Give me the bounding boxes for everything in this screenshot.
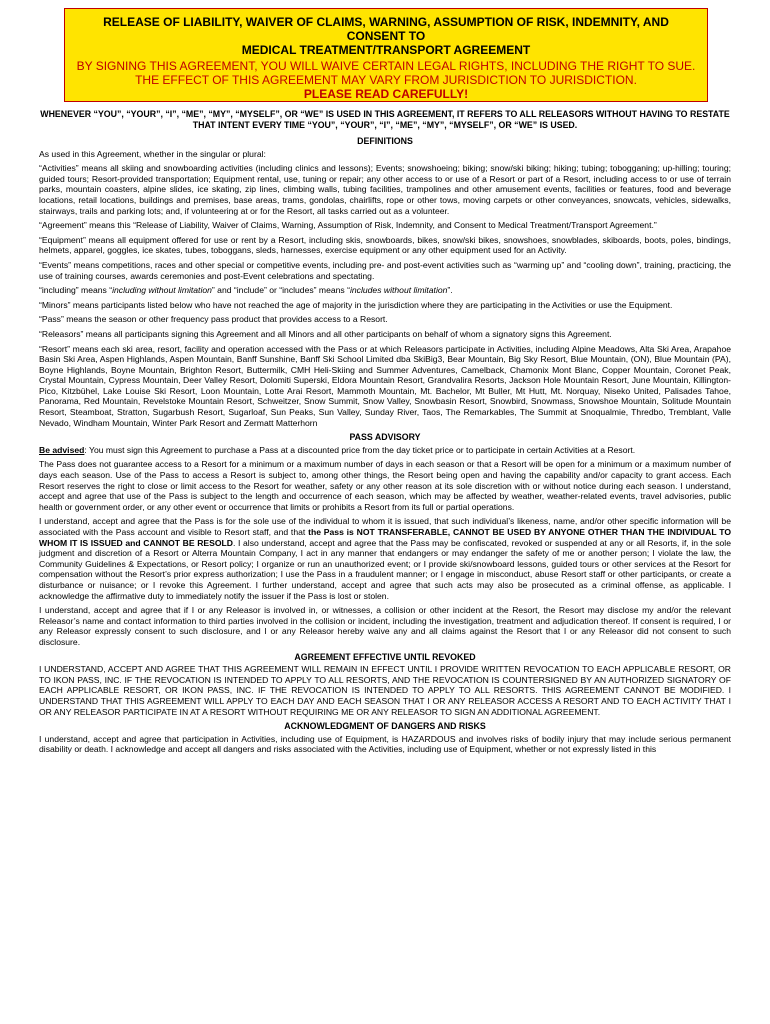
title-banner (64, 8, 708, 102)
agreement-title-line1: RELEASE OF LIABILITY, WAIVER OF CLAIMS, WARNING, ASSUMPTION OF RISK, INDEMNITY, AND CONSENT TO (103, 15, 669, 43)
intro-statement: WHENEVER “YOU”, “YOUR”, “I”, “ME”, “MY”, “MYSELF”, OR “WE” IS USED IN THIS AGREEMENT, IT REFERS TO ALL RELEASORS WITHOUT HAVING TO RESTATE THAT INTENT EVERY TIME “YOU”, “YOUR”, “I”, “ME”, “MY”, “MYSELF”, OR “WE” IS USED. (40, 109, 730, 130)
revocation-heading: AGREEMENT EFFECTIVE UNTIL REVOKED (294, 651, 476, 662)
definition-including (39, 285, 731, 296)
dangers-text: I understand, accept and agree that participation in Activities, including use of Equipment, is HAZARDOUS and involves risks of bodily injury that may include serious permanent disability or death. I acknowledge and accept all dangers and risks associated with the Activities, including use of Equipment, whether or not expressly listed in this (39, 733, 731, 755)
definition-resort: “Resort” means each ski area, resort, facility and operation accessed with the Pass or at which Releasors participate in Activities, including Alpine Meadows, Alta Ski Area, Arapahoe Basin Ski Area, Aspen Highlands, Aspen Mountain, Banff Sunshine, Banff Ski School Limited dba SkiBig3, Bear Mountain, Big Sky Resort, Blue Mountain, (ON), Blue Mountain (PA), Boyne Highlands, Boyne Mountain, Brighton Resort, Buttermilk, CMH Heli-Skiing and Summer Adventures, Camelback, Chamonix Mont Blanc, Copper Mountain, Coronet Peak, Crystal Mountain, Cypress Mountain, Deer Valley Resort, Dolomiti Superski, Eldora Mountain Resort, Grandvalira Resorts, Jackson Hole Mountain Resort, June Mountain, Killington-Pico, Kitzbühel, Lake Louise Ski Resort, Loon Mountain, Lotte Arai Resort, Mammoth Mountain, Mt. Bachelor, Mt Buller, Mt Hutt, Mt. Norquay, Niseko United, Palisades Tahoe, Panorama, Red Mountain, Revelstoke Mountain Resort, Schweitzer, Snow Summit, Snow Valley, Snowbasin Resort, Snowbird, Snowmass, Snowshoe Mountain, Solitude Mountain Resort, Steamboat, Stratton, Sugarbush Resort, Sugarloaf, Sun Peaks, Sun Valley, Sunday River, Taos, The Remarkables, The Summit at Snoqualmie, Thredbo, Tremblant, Valle Nevado, Windham Mountain, Winter Park Resort and Zermatt Matterhorn (39, 343, 731, 428)
pass-advisory-heading: PASS ADVISORY (349, 432, 421, 443)
definition-activities: “Activities” means all skiing and snowboarding activities (including clinics and lessons); Events; snowshoeing; biking; snow/ski biking; hiking; tubing; tobogganing; up-hilling; touring; guided tours; Resort-provided transportation; Equipment rental, use, tuning or repair; any other access to or use of a Resort or part of a Resort, including access to or use of terrain parks, mountain coasters, alpine slides, ice skating, zip lines, climbing walls, tubing facilities, trampolines and other amusement events, facilities or features, food and beverage locations, retail locations, buildings and premises, base areas, trams, gondolas, chairlifts, rope or other tows, moving carpets or other conveyances, snowcats, vehicles, sidewalks, stairways, trails and parking lots; and, if volunteering at or for the Resort, all tasks carried out as a volunteer. (39, 163, 731, 216)
definition-agreement: “Agreement” means this “Release of Liability, Waiver of Claims, Warning, Assumption of Risk, Indemnity, and Consent to Medical Treatment/Transport Agreement.” (39, 220, 657, 231)
revocation-text: I UNDERSTAND, ACCEPT AND AGREE THAT THIS AGREEMENT WILL REMAIN IN EFFECT UNTIL I PROVIDE WRITTEN REVOCATION TO EACH APPLICABLE RESORT, OR TO IKON PASS, INC. IF THE REVOCATION IS INTENDED TO APPLY TO ALL RESORTS, AND THE REVOCATION IS COUNTERSIGNED BY AN AUTHORIZED SIGNATORY OF EACH APPLICABLE RESORT, OR IKON PASS, INC. IF THE REVOCATION IS INTENDED TO APPLY TO ALL RESORTS. THIS AGREEMENT CANNOT BE MODIFIED. I UNDERSTAND THAT THIS AGREEMENT WILL APPLY TO EACH DAY AND EACH SEASON THAT I OR ANY RELEASOR ACCESS A RESORT AND TO EACH ACTIVITY THAT I OR ANY RELEASOR PARTICIPATE IN AT A RESORT WITHOUT REQUIRING ME OR ANY RELEASOR TO SIGN AN ADDITIONAL AGREEMENT. (39, 664, 731, 717)
definition-releasors: “Releasors” means all participants signing this Agreement and all Minors and all other participants on behalf of whom a signatory signs this Agreement. (39, 328, 612, 339)
definition-pass: “Pass” means the season or other frequency pass product that provides access to a Resort. (39, 314, 388, 325)
para3-text-b: . I also understand, accept and agree that the Pass may be confiscated, revoked or suspended at any or all Resorts, if, in the sole judgment and discretion of a Resort or Alterra Mountain Company, I act in any manner that endangers or may endanger the safety of me or another person; I violate the law, the Community Guidelines & Expectations, or Resort policy; I organize or run an unauthorized event; or I provide ski/snowboard lessons, guided tours or other services at the Resort for compensation without the Resort’s prior express authorization; I use the Pass in a fraudulent manner; or I engage in misconduct, abuse Resort staff or other participants, or create a disturbance or nuisance; or I revoke this Agreement. I further understand, accept and agree that such acts may also be prosecuted as a criminal offense, as applicable. I acknowledge the affirmative duty to immediately notify the issuer if the Pass is lost or stolen. (39, 537, 731, 601)
including-text-a: “including” means “ (39, 285, 113, 296)
pass-advisory-para1-text: : You must sign this Agreement to purchase a Pass at a discounted price from the day ticket price or to participate in certain Activities at a Resort. (84, 444, 636, 455)
definition-minors: “Minors” means participants listed below who have not reached the age of majority in the jurisdiction where they are participating in the Activities or use the Equipment. (39, 299, 673, 310)
including-italic-b: includes without limitation (349, 285, 448, 296)
dangers-heading: ACKNOWLEDGMENT OF DANGERS AND RISKS (284, 721, 486, 732)
including-text-b: ” and “include” or “includes” means “ (211, 285, 350, 296)
warning-line1: BY SIGNING THIS AGREEMENT, YOU WILL WAIVE CERTAIN LEGAL RIGHTS, INCLUDING THE RIGHT TO SUE. (76, 59, 696, 73)
para3-text-a: I understand, accept and agree that the Pass is for the sole use of the individual to whom it is issued, that such individual’s likeness, name, and/or other specific information will be associated with the Pass account and visible to Resort staff, and that (39, 516, 731, 537)
be-advised-label: Be advised (39, 444, 85, 455)
definition-equipment: “Equipment” means all equipment offered for use or rent by a Resort, including skis, snowboards, bikes, snow/ski bikes, snowshoes, snowblades, skiboards, boots, poles, bindings, helmets, apparel, goggles, ice skates, tubes, toboggans, sleds, harnesses, exercise equipment or any other equipment used for an Activity. (39, 234, 731, 256)
pass-advisory-para4: I understand, accept and agree that if I or any Releasor is involved in, or witnesses, a collision or other incident at the Resort, the Resort may disclose my and/or the relevant Releasor’s name and contact information to third parties involved in the collision or incident, including the investigation, treatment and adjudication thereof. If consent is required, I or any Releasor expressly consent to such disclosure, and I or any Releasor hereby waive any and all claims against the Resort that I or any Releasor did not consent to such disclosure. (39, 605, 731, 647)
pass-advisory-para1 (39, 445, 731, 456)
including-text-c: ”. (447, 285, 453, 296)
including-italic-a: including without limitation (112, 285, 212, 296)
pass-advisory-para2: The Pass does not guarantee access to a Resort for a minimum or a maximum number of days in each season or that a Resort will be open for a minimum or a maximum number of days each season. Use of the Pass to access a Resort is subject to, among other things, the Resort being open and having the capability and/or capacity to grant access. Each Resort reserves the right to close or limit access to the Resort for weather, safety or any other reason at its sole discretion with or without notice during each season. I understand, accept and agree that use of the Pass is subject to the length and occurrence of each season, which may be affected by weather, weather-related events, travel advisories, public health or government order, or any other event or occurrence that limits or prohibits a Resort from its full or partial operations. (39, 459, 731, 512)
pass-advisory-para3 (39, 516, 731, 601)
non-transferable-clause: the Pass is NOT TRANSFERABLE, CANNOT BE USED BY ANYONE OTHER THAN THE INDIVIDUAL TO WHOM IT IS ISSUED and CANNOT BE RESOLD (39, 527, 732, 548)
definitions-lead: As used in this Agreement, whether in the singular or plural: (39, 148, 266, 159)
agreement-title-line2: MEDICAL TREATMENT/TRANSPORT AGREEMENT (241, 43, 531, 57)
warning-line2: THE EFFECT OF THIS AGREEMENT MAY VARY FROM JURISDICTION TO JURISDICTION. (135, 73, 637, 87)
definitions-heading: DEFINITIONS (357, 136, 413, 146)
agreement-body (39, 109, 731, 759)
definition-events: “Events” means competitions, races and other special or competitive events, including pre- and post-event activities such as “warming up” and “cooling down”, training, practicing, the use of training courses, awards ceremonies and post-Event celebrations and spectating. (39, 259, 731, 281)
read-carefully-notice: PLEASE READ CAREFULLY! (303, 87, 469, 101)
